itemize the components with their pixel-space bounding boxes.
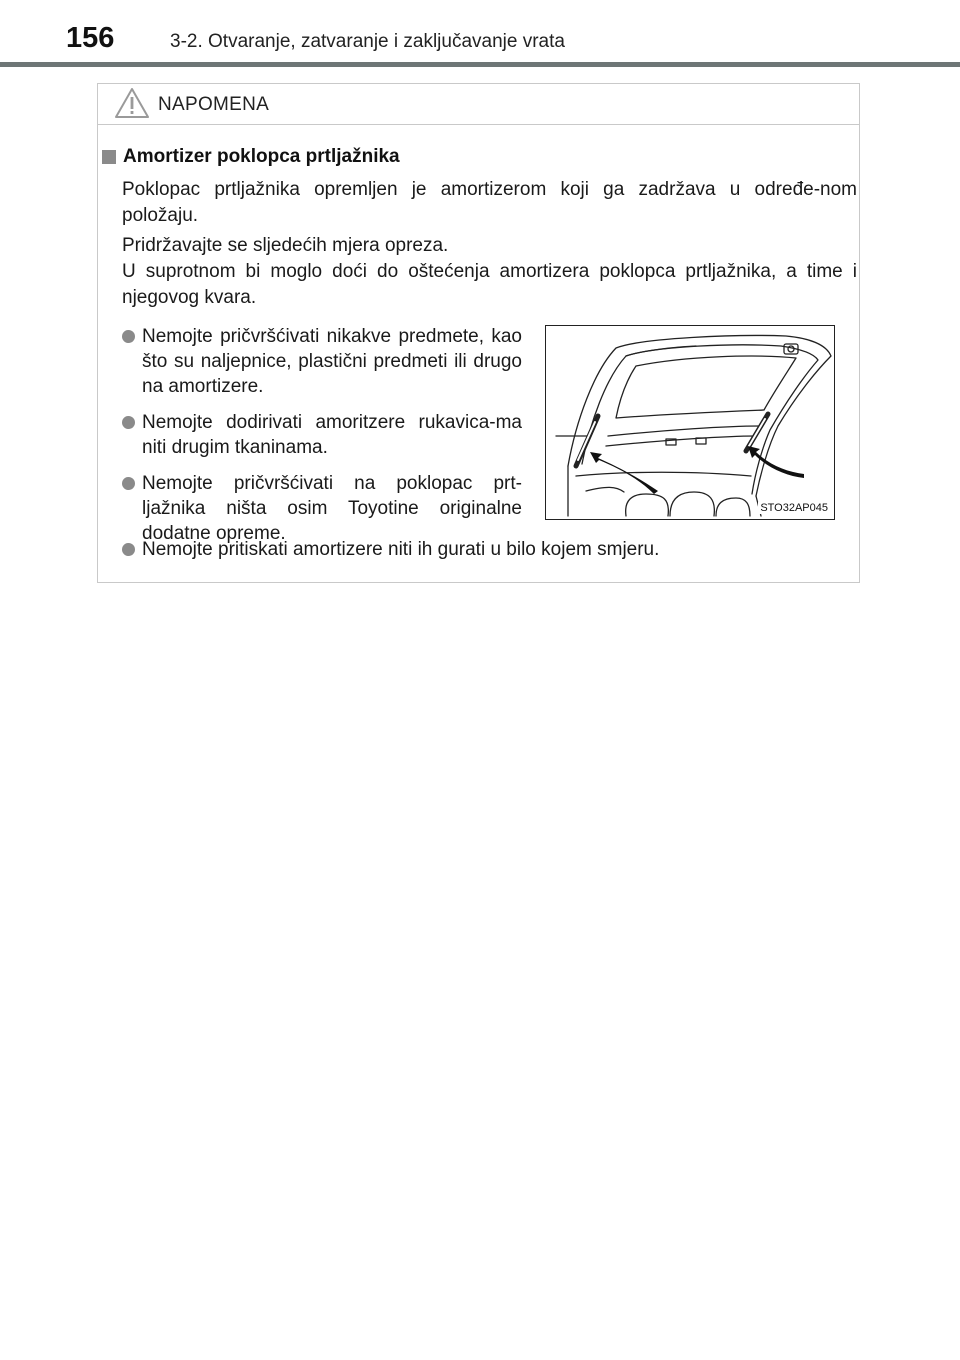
list-item: [106, 471, 522, 546]
bullet-dot-icon: [122, 543, 135, 556]
paragraph-1: Poklopac prtljažnika opremljen je amortizerom koji ga zadržava u određe-nom položaju.: [122, 179, 857, 226]
list-item-text: Nemojte pričvršćivati nikakve predmete, kao što su naljepnice, plastični predmeti ili drugo na amortizere.: [142, 326, 522, 397]
paragraph-2: [122, 233, 857, 311]
list-item-text: Nemojte dodirivati amoritzere rukavica-ma niti drugim tkaninama.: [142, 412, 522, 458]
warning-triangle-icon: [114, 86, 150, 120]
trunk-strut-illustration: [545, 325, 835, 520]
header-rule: [0, 62, 960, 67]
chapter-title: 3-2. Otvaranje, zatvaranje i zaključavanje vrata: [170, 31, 565, 52]
note-header: [98, 84, 859, 125]
note-box: [97, 83, 860, 583]
bullet-list: [106, 324, 522, 557]
illustration-code: STO32AP045: [760, 502, 828, 514]
list-item: [106, 410, 522, 460]
list-item-text: Nemojte pritiskati amortizere niti ih gurati u bilo kojem smjeru.: [142, 539, 660, 560]
section-title-text: Amortizer poklopca prtljažnika: [123, 146, 400, 167]
square-bullet-icon: [102, 150, 116, 164]
list-item: [106, 537, 882, 562]
list-item: [106, 324, 522, 399]
bullet-dot-icon: [122, 416, 135, 429]
section-title: [102, 146, 400, 168]
list-item-text: Nemojte pričvršćivati na poklopac prt-ljažnika ništa osim Toyotine originalne dodatne opreme.: [142, 473, 522, 544]
page-number: 156: [66, 22, 115, 54]
bullet-dot-icon: [122, 477, 135, 490]
note-title: NAPOMENA: [158, 94, 270, 115]
paragraph-2-line-1: Pridržavajte se sljedećih mjera opreza.: [122, 235, 449, 256]
paragraph-2-line-2: U suprotnom bi moglo doći do oštećenja amortizera poklopca prtljažnika, a time i njegovog kvara.: [122, 261, 857, 308]
bullet-dot-icon: [122, 330, 135, 343]
open-trunk-lid-drawing: [546, 326, 835, 520]
page-header: [0, 0, 960, 70]
